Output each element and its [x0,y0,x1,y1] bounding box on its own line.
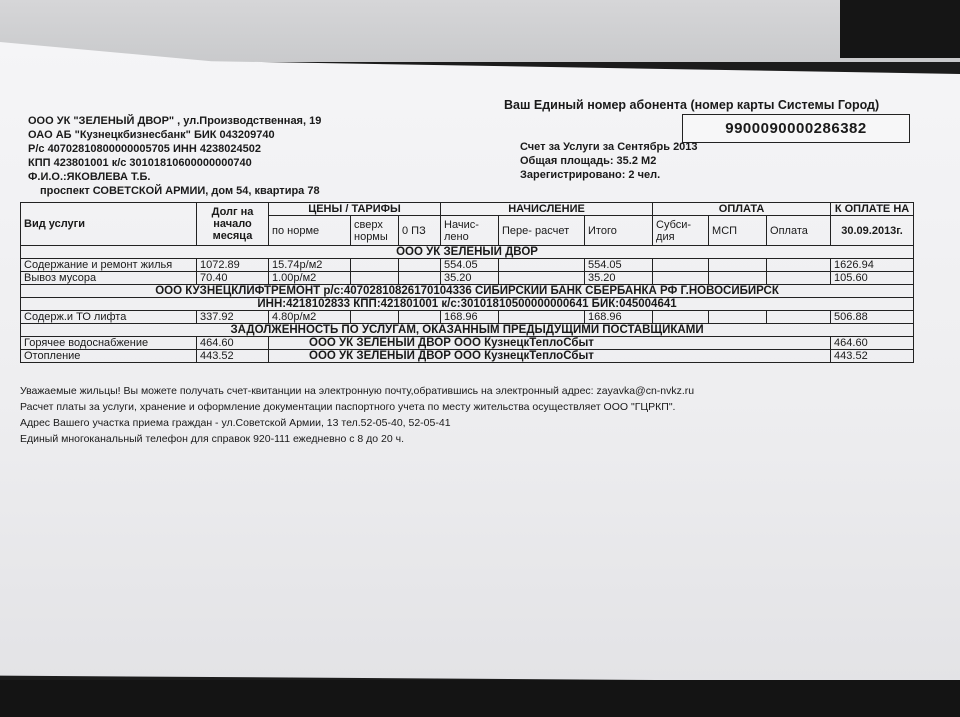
header-service: Вид услуги [21,203,197,246]
debt-value: 1072.89 [197,259,269,272]
header-prices: ЦЕНЫ / ТАРИФЫ [269,203,441,216]
header-pz: 0 ПЗ [399,216,441,246]
charged-value: 35.20 [441,272,499,285]
note-line: Адрес Вашего участка приема граждан - ул.Советской Армии, 13 тел.52-05-40, 52-05-41 [20,417,451,429]
service-name: Отопление [21,350,197,363]
provider-name: ООО УК ЗЕЛЕНЫЙ ДВОР ООО КузнецкТеплоСбыт [269,337,831,350]
note-line: Уважаемые жильцы! Вы можете получать счет-квитанции на электронную почту,обратившись на электронный адрес: zayavka@cn-nvkz.ru [20,385,695,397]
due-value: 443.52 [831,350,914,363]
header-recalc: Пере- расчет [499,216,585,246]
payee-details [28,114,321,198]
norm-price: 4.80р/м2 [269,311,351,324]
payee-line: Р/с 40702810800000005705 ИНН 4238024502 [28,143,262,155]
header-accrual: НАЧИСЛЕНИЕ [441,203,653,216]
header-charged: Начис- лено [441,216,499,246]
background-corner [840,0,960,58]
total-value: 35.20 [585,272,653,285]
header-paid: Оплата [767,216,831,246]
table-row [21,311,914,324]
due-value: 506.88 [831,311,914,324]
due-value: 464.60 [831,337,914,350]
header-due: К ОПЛАТЕ НА [831,203,914,216]
table-row [21,350,914,363]
payee-line: ОАО АБ "Кузнецкбизнесбанк" БИК 043209740 [28,129,275,141]
charged-value: 168.96 [441,311,499,324]
norm-price: 1.00р/м2 [269,272,351,285]
charged-value: 554.05 [441,259,499,272]
account-label: Ваш Единый номер абонента (номер карты Системы Город) [504,98,880,112]
total-value: 554.05 [585,259,653,272]
bill-summary [520,140,698,182]
section-subtitle: ИНН:4218102833 КПП:421801001 к/с:30101810500000000641 БИК:045004641 [21,298,914,311]
payee-line: проспект СОВЕТСКОЙ АРМИИ, дом 54, квартира 78 [40,185,320,197]
background-bottom [0,680,960,717]
due-value: 105.60 [831,272,914,285]
section-title: ООО УК ЗЕЛЕНЫЙ ДВОР [21,246,914,259]
summary-line: Счет за Услуги за Сентябрь 2013 [520,141,698,153]
service-name: Содержание и ремонт жилья [21,259,197,272]
section-title: ЗАДОЛЖЕННОСТЬ ПО УСЛУГАМ, ОКАЗАННЫМ ПРЕДЫДУЩИМИ ПОСТАВЩИКАМИ [21,324,914,337]
notes [20,383,694,447]
payee-line: КПП 423801001 к/с 30101810600000000740 [28,157,252,169]
summary-line: Общая площадь: 35.2 М2 [520,155,657,167]
header-due-date: 30.09.2013г. [831,216,914,246]
header-msp: МСП [709,216,767,246]
total-value: 168.96 [585,311,653,324]
debt-value: 337.92 [197,311,269,324]
table-row [21,337,914,350]
background-top [0,0,960,62]
header-norm: по норме [269,216,351,246]
table-row [21,259,914,272]
service-name: Содерж.и ТО лифта [21,311,197,324]
header-payment: ОПЛАТА [653,203,831,216]
header-debt: Долг на начало месяца [197,203,269,246]
payee-line: ООО УК "ЗЕЛЕНЫЙ ДВОР" , ул.Производственная, 19 [28,115,322,127]
debt-value: 464.60 [197,337,269,350]
charges-table [20,202,914,363]
provider-name: ООО УК ЗЕЛЕНЫЙ ДВОР ООО КузнецкТеплоСбыт [269,350,831,363]
header-total: Итого [585,216,653,246]
header-over-norm: сверх нормы [351,216,399,246]
account-number: 9900090000286382 [682,114,910,143]
norm-price: 15.74р/м2 [269,259,351,272]
service-name: Вывоз мусора [21,272,197,285]
section-title: ООО КУЗНЕЦКЛИФТРЕМОНТ р/с:40702810826170104336 СИБИРСКИЙ БАНК СБЕРБАНКА РФ Г.НОВОСИБИРСК [21,285,914,298]
summary-line: Зарегистрировано: 2 чел. [520,169,661,181]
due-value: 1626.94 [831,259,914,272]
payee-line: Ф.И.О.:ЯКОВЛЕВА Т.Б. [28,171,151,183]
note-line: Расчет платы за услуги, хранение и оформление документации паспортного учета по месту жительства осуществляет ООО "ГЦРКП". [20,401,676,413]
debt-value: 443.52 [197,350,269,363]
debt-value: 70.40 [197,272,269,285]
table-row [21,272,914,285]
header-subsidy: Субси- дия [653,216,709,246]
service-name: Горячее водоснабжение [21,337,197,350]
note-line: Единый многоканальный телефон для справок 920-111 ежедневно с 8 до 20 ч. [20,433,405,445]
